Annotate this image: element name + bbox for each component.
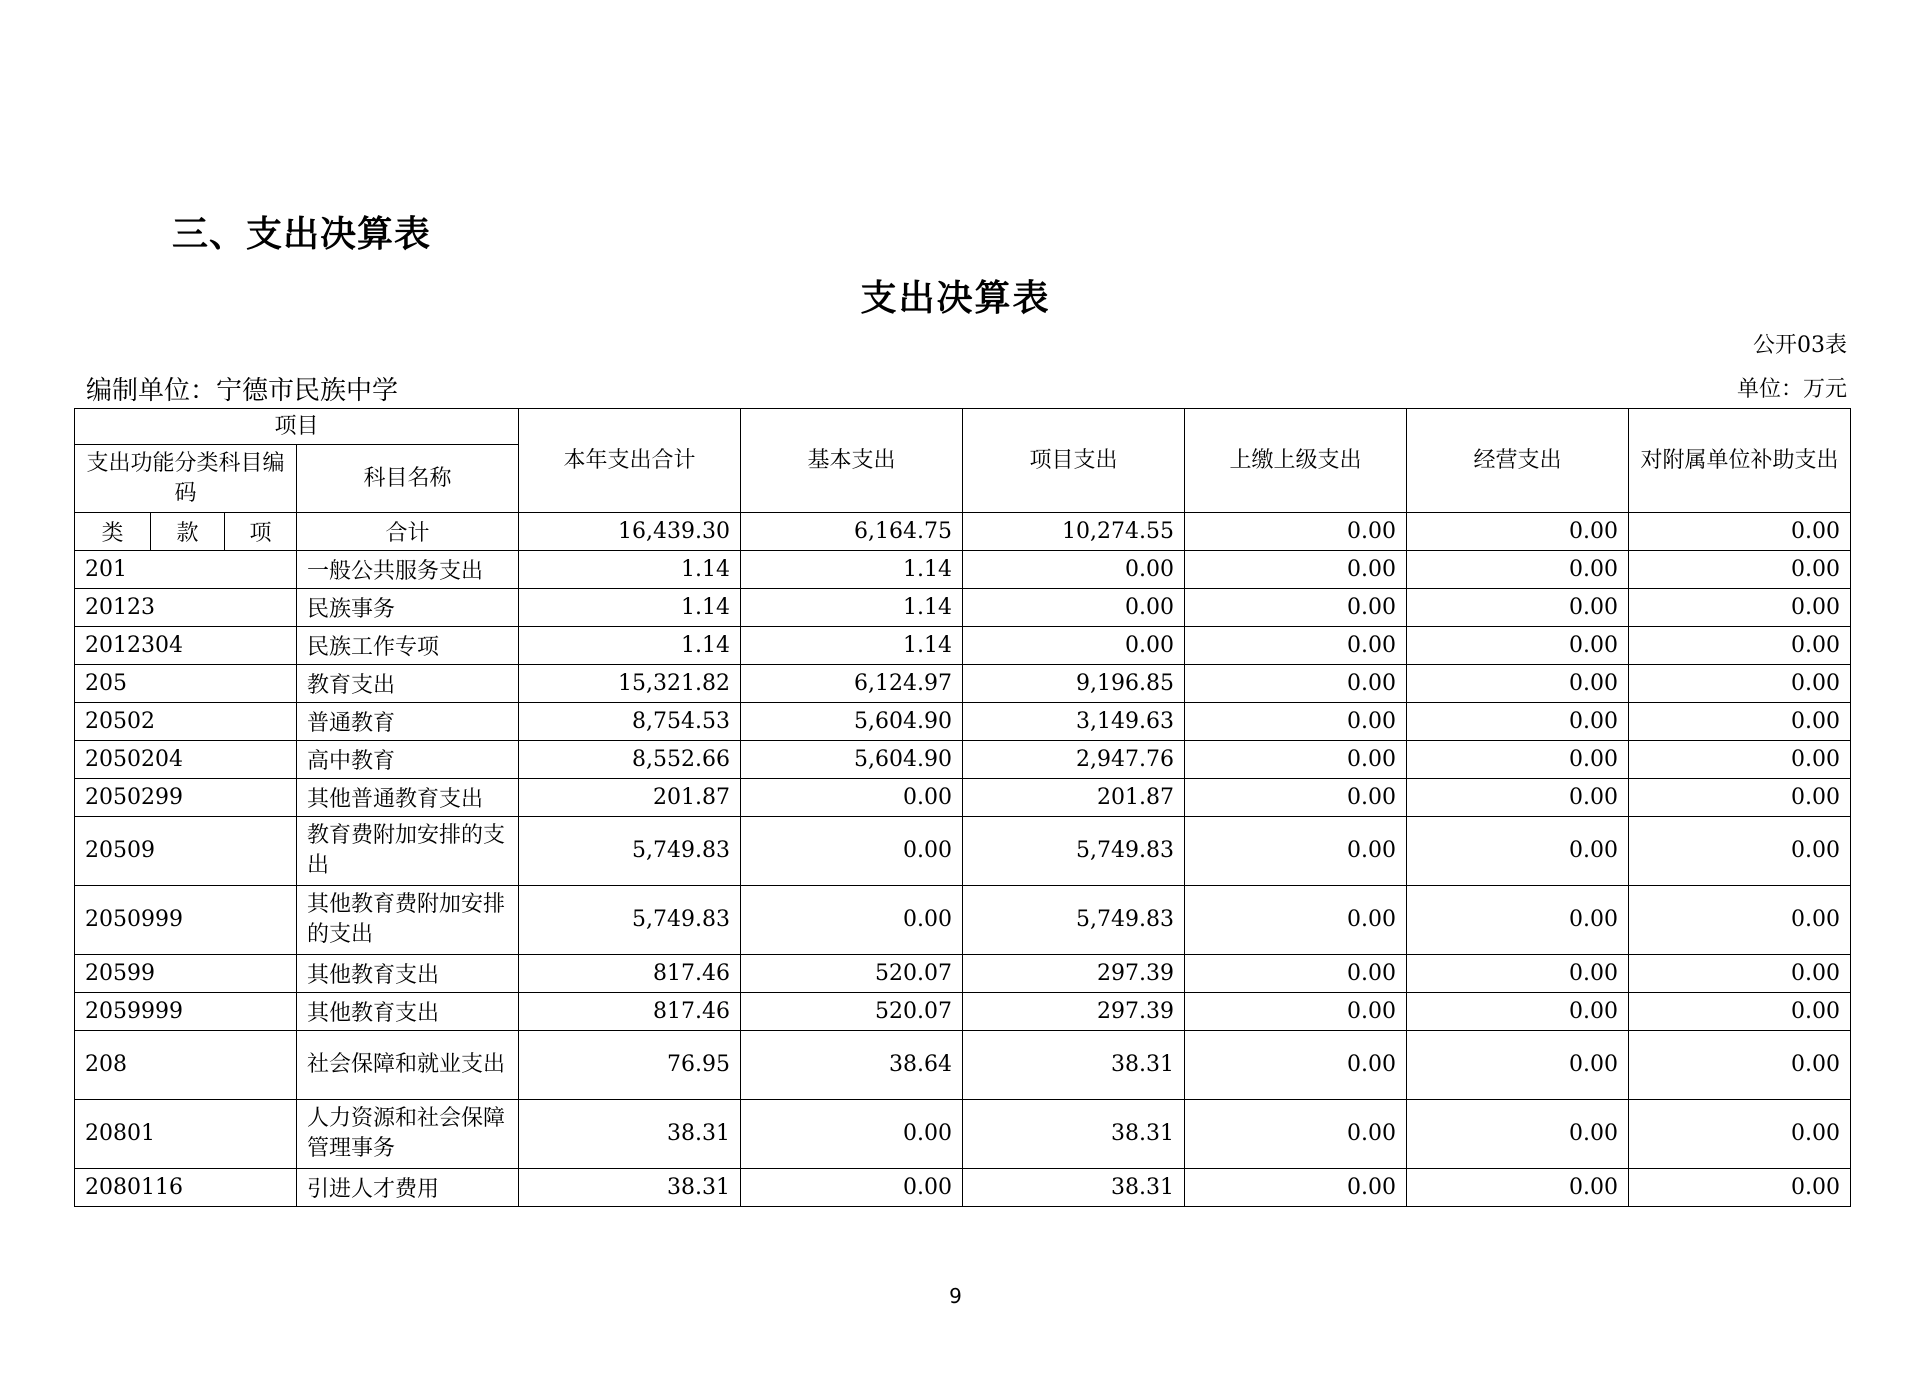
row-subsidiary: 0.00 (1629, 627, 1851, 665)
row-code: 2050999 (75, 886, 297, 955)
row-upper: 0.00 (1185, 1031, 1407, 1100)
row-subsidiary: 0.00 (1629, 1169, 1851, 1207)
row-upper: 0.00 (1185, 886, 1407, 955)
row-code: 2080116 (75, 1169, 297, 1207)
row-basic: 520.07 (741, 993, 963, 1031)
row-name: 其他普通教育支出 (297, 779, 519, 817)
row-name: 社会保障和就业支出 (297, 1031, 519, 1100)
row-project: 38.31 (963, 1169, 1185, 1207)
row-name: 民族事务 (297, 589, 519, 627)
row-basic: 0.00 (741, 886, 963, 955)
row-upper: 0.00 (1185, 779, 1407, 817)
header-xiang: 项 (225, 513, 297, 551)
row-code: 20509 (75, 817, 297, 886)
row-total: 1.14 (519, 627, 741, 665)
row-upper: 0.00 (1185, 817, 1407, 886)
row-upper: 0.00 (1185, 1169, 1407, 1207)
row-upper: 0.00 (1185, 703, 1407, 741)
row-code: 20502 (75, 703, 297, 741)
row-business: 0.00 (1407, 779, 1629, 817)
row-name: 其他教育费附加安排的支出 (297, 886, 519, 955)
row-total: 15,321.82 (519, 665, 741, 703)
row-code: 20599 (75, 955, 297, 993)
row-name: 高中教育 (297, 741, 519, 779)
row-subsidiary: 0.00 (1629, 1031, 1851, 1100)
section-title: 三、支出决算表 (172, 214, 432, 255)
row-total: 8,754.53 (519, 703, 741, 741)
total-subsidiary: 0.00 (1629, 513, 1851, 551)
currency-unit: 单位：万元 (1736, 377, 1847, 402)
row-subsidiary: 0.00 (1629, 741, 1851, 779)
header-code: 支出功能分类科目编码 (75, 445, 297, 513)
table-row (75, 589, 1851, 627)
table-row (75, 779, 1851, 817)
row-upper: 0.00 (1185, 993, 1407, 1031)
total-basic: 6,164.75 (741, 513, 963, 551)
row-business: 0.00 (1407, 741, 1629, 779)
row-project: 3,149.63 (963, 703, 1185, 741)
row-business: 0.00 (1407, 1169, 1629, 1207)
row-code: 2050204 (75, 741, 297, 779)
row-name: 其他教育支出 (297, 955, 519, 993)
row-business: 0.00 (1407, 993, 1629, 1031)
row-code: 2012304 (75, 627, 297, 665)
row-basic: 0.00 (741, 817, 963, 886)
table-row (75, 703, 1851, 741)
table-row (75, 551, 1851, 589)
row-basic: 6,124.97 (741, 665, 963, 703)
row-name: 教育支出 (297, 665, 519, 703)
row-upper: 0.00 (1185, 665, 1407, 703)
row-subsidiary: 0.00 (1629, 779, 1851, 817)
row-upper: 0.00 (1185, 1100, 1407, 1169)
header-project: 项目 (75, 409, 519, 445)
row-total: 817.46 (519, 955, 741, 993)
row-project: 201.87 (963, 779, 1185, 817)
row-business: 0.00 (1407, 817, 1629, 886)
row-basic: 0.00 (741, 1169, 963, 1207)
row-total: 38.31 (519, 1169, 741, 1207)
row-project: 5,749.83 (963, 886, 1185, 955)
table-row (75, 993, 1851, 1031)
row-total: 1.14 (519, 551, 741, 589)
row-subsidiary: 0.00 (1629, 817, 1851, 886)
row-total: 201.87 (519, 779, 741, 817)
row-name: 一般公共服务支出 (297, 551, 519, 589)
row-business: 0.00 (1407, 886, 1629, 955)
row-basic: 1.14 (741, 589, 963, 627)
row-code: 205 (75, 665, 297, 703)
table-row (75, 817, 1851, 886)
row-project: 0.00 (963, 627, 1185, 665)
form-number: 公开03表 (1753, 333, 1847, 358)
row-project: 38.31 (963, 1100, 1185, 1169)
row-subsidiary: 0.00 (1629, 993, 1851, 1031)
table-row (75, 1100, 1851, 1169)
row-total: 8,552.66 (519, 741, 741, 779)
header-lei: 类 (75, 513, 151, 551)
table-row (75, 886, 1851, 955)
row-total: 5,749.83 (519, 817, 741, 886)
row-business: 0.00 (1407, 551, 1629, 589)
header-subsidiary: 对附属单位补助支出 (1629, 409, 1851, 513)
row-project: 0.00 (963, 551, 1185, 589)
row-basic: 1.14 (741, 627, 963, 665)
row-code: 2050299 (75, 779, 297, 817)
row-subsidiary: 0.00 (1629, 955, 1851, 993)
row-code: 20123 (75, 589, 297, 627)
total-upper: 0.00 (1185, 513, 1407, 551)
row-business: 0.00 (1407, 665, 1629, 703)
row-business: 0.00 (1407, 589, 1629, 627)
row-basic: 0.00 (741, 779, 963, 817)
header-business: 经营支出 (1407, 409, 1629, 513)
table-row (75, 1169, 1851, 1207)
compiling-unit: 编制单位：宁德市民族中学 (86, 376, 399, 406)
table-row (75, 741, 1851, 779)
row-business: 0.00 (1407, 703, 1629, 741)
row-project: 38.31 (963, 1031, 1185, 1100)
page-number: 9 (949, 1284, 962, 1308)
row-name: 引进人才费用 (297, 1169, 519, 1207)
row-code: 2059999 (75, 993, 297, 1031)
row-business: 0.00 (1407, 955, 1629, 993)
expenditure-table (74, 408, 1851, 1207)
header-sum: 合计 (297, 513, 519, 551)
row-upper: 0.00 (1185, 955, 1407, 993)
row-upper: 0.00 (1185, 589, 1407, 627)
header-basic: 基本支出 (741, 409, 963, 513)
row-project: 297.39 (963, 955, 1185, 993)
row-total: 1.14 (519, 589, 741, 627)
row-code: 201 (75, 551, 297, 589)
row-code: 20801 (75, 1100, 297, 1169)
row-name: 其他教育支出 (297, 993, 519, 1031)
row-name: 教育费附加安排的支出 (297, 817, 519, 886)
row-subsidiary: 0.00 (1629, 589, 1851, 627)
row-name: 民族工作专项 (297, 627, 519, 665)
header-kuan: 款 (151, 513, 225, 551)
row-basic: 5,604.90 (741, 703, 963, 741)
row-project: 0.00 (963, 589, 1185, 627)
row-project: 297.39 (963, 993, 1185, 1031)
row-basic: 520.07 (741, 955, 963, 993)
row-upper: 0.00 (1185, 741, 1407, 779)
row-name: 人力资源和社会保障管理事务 (297, 1100, 519, 1169)
header-name: 科目名称 (297, 445, 519, 513)
row-business: 0.00 (1407, 1031, 1629, 1100)
row-code: 208 (75, 1031, 297, 1100)
row-total: 38.31 (519, 1100, 741, 1169)
table-row (75, 665, 1851, 703)
row-basic: 5,604.90 (741, 741, 963, 779)
table-row (75, 955, 1851, 993)
row-project: 2,947.76 (963, 741, 1185, 779)
row-subsidiary: 0.00 (1629, 665, 1851, 703)
row-basic: 38.64 (741, 1031, 963, 1100)
header-upper-payment: 上缴上级支出 (1185, 409, 1407, 513)
table-row (75, 627, 1851, 665)
table-row (75, 1031, 1851, 1100)
row-total: 817.46 (519, 993, 741, 1031)
row-upper: 0.00 (1185, 551, 1407, 589)
row-name: 普通教育 (297, 703, 519, 741)
row-total: 76.95 (519, 1031, 741, 1100)
row-upper: 0.00 (1185, 627, 1407, 665)
row-subsidiary: 0.00 (1629, 703, 1851, 741)
row-total: 5,749.83 (519, 886, 741, 955)
row-basic: 0.00 (741, 1100, 963, 1169)
row-subsidiary: 0.00 (1629, 1100, 1851, 1169)
total-project: 10,274.55 (963, 513, 1185, 551)
row-business: 0.00 (1407, 1100, 1629, 1169)
header-total: 本年支出合计 (519, 409, 741, 513)
row-basic: 1.14 (741, 551, 963, 589)
row-project: 5,749.83 (963, 817, 1185, 886)
row-subsidiary: 0.00 (1629, 551, 1851, 589)
row-subsidiary: 0.00 (1629, 886, 1851, 955)
header-project-expenditure: 项目支出 (963, 409, 1185, 513)
total-row (75, 513, 1851, 551)
table-title: 支出决算表 (860, 278, 1051, 319)
row-project: 9,196.85 (963, 665, 1185, 703)
row-business: 0.00 (1407, 627, 1629, 665)
total-value: 16,439.30 (519, 513, 741, 551)
total-business: 0.00 (1407, 513, 1629, 551)
